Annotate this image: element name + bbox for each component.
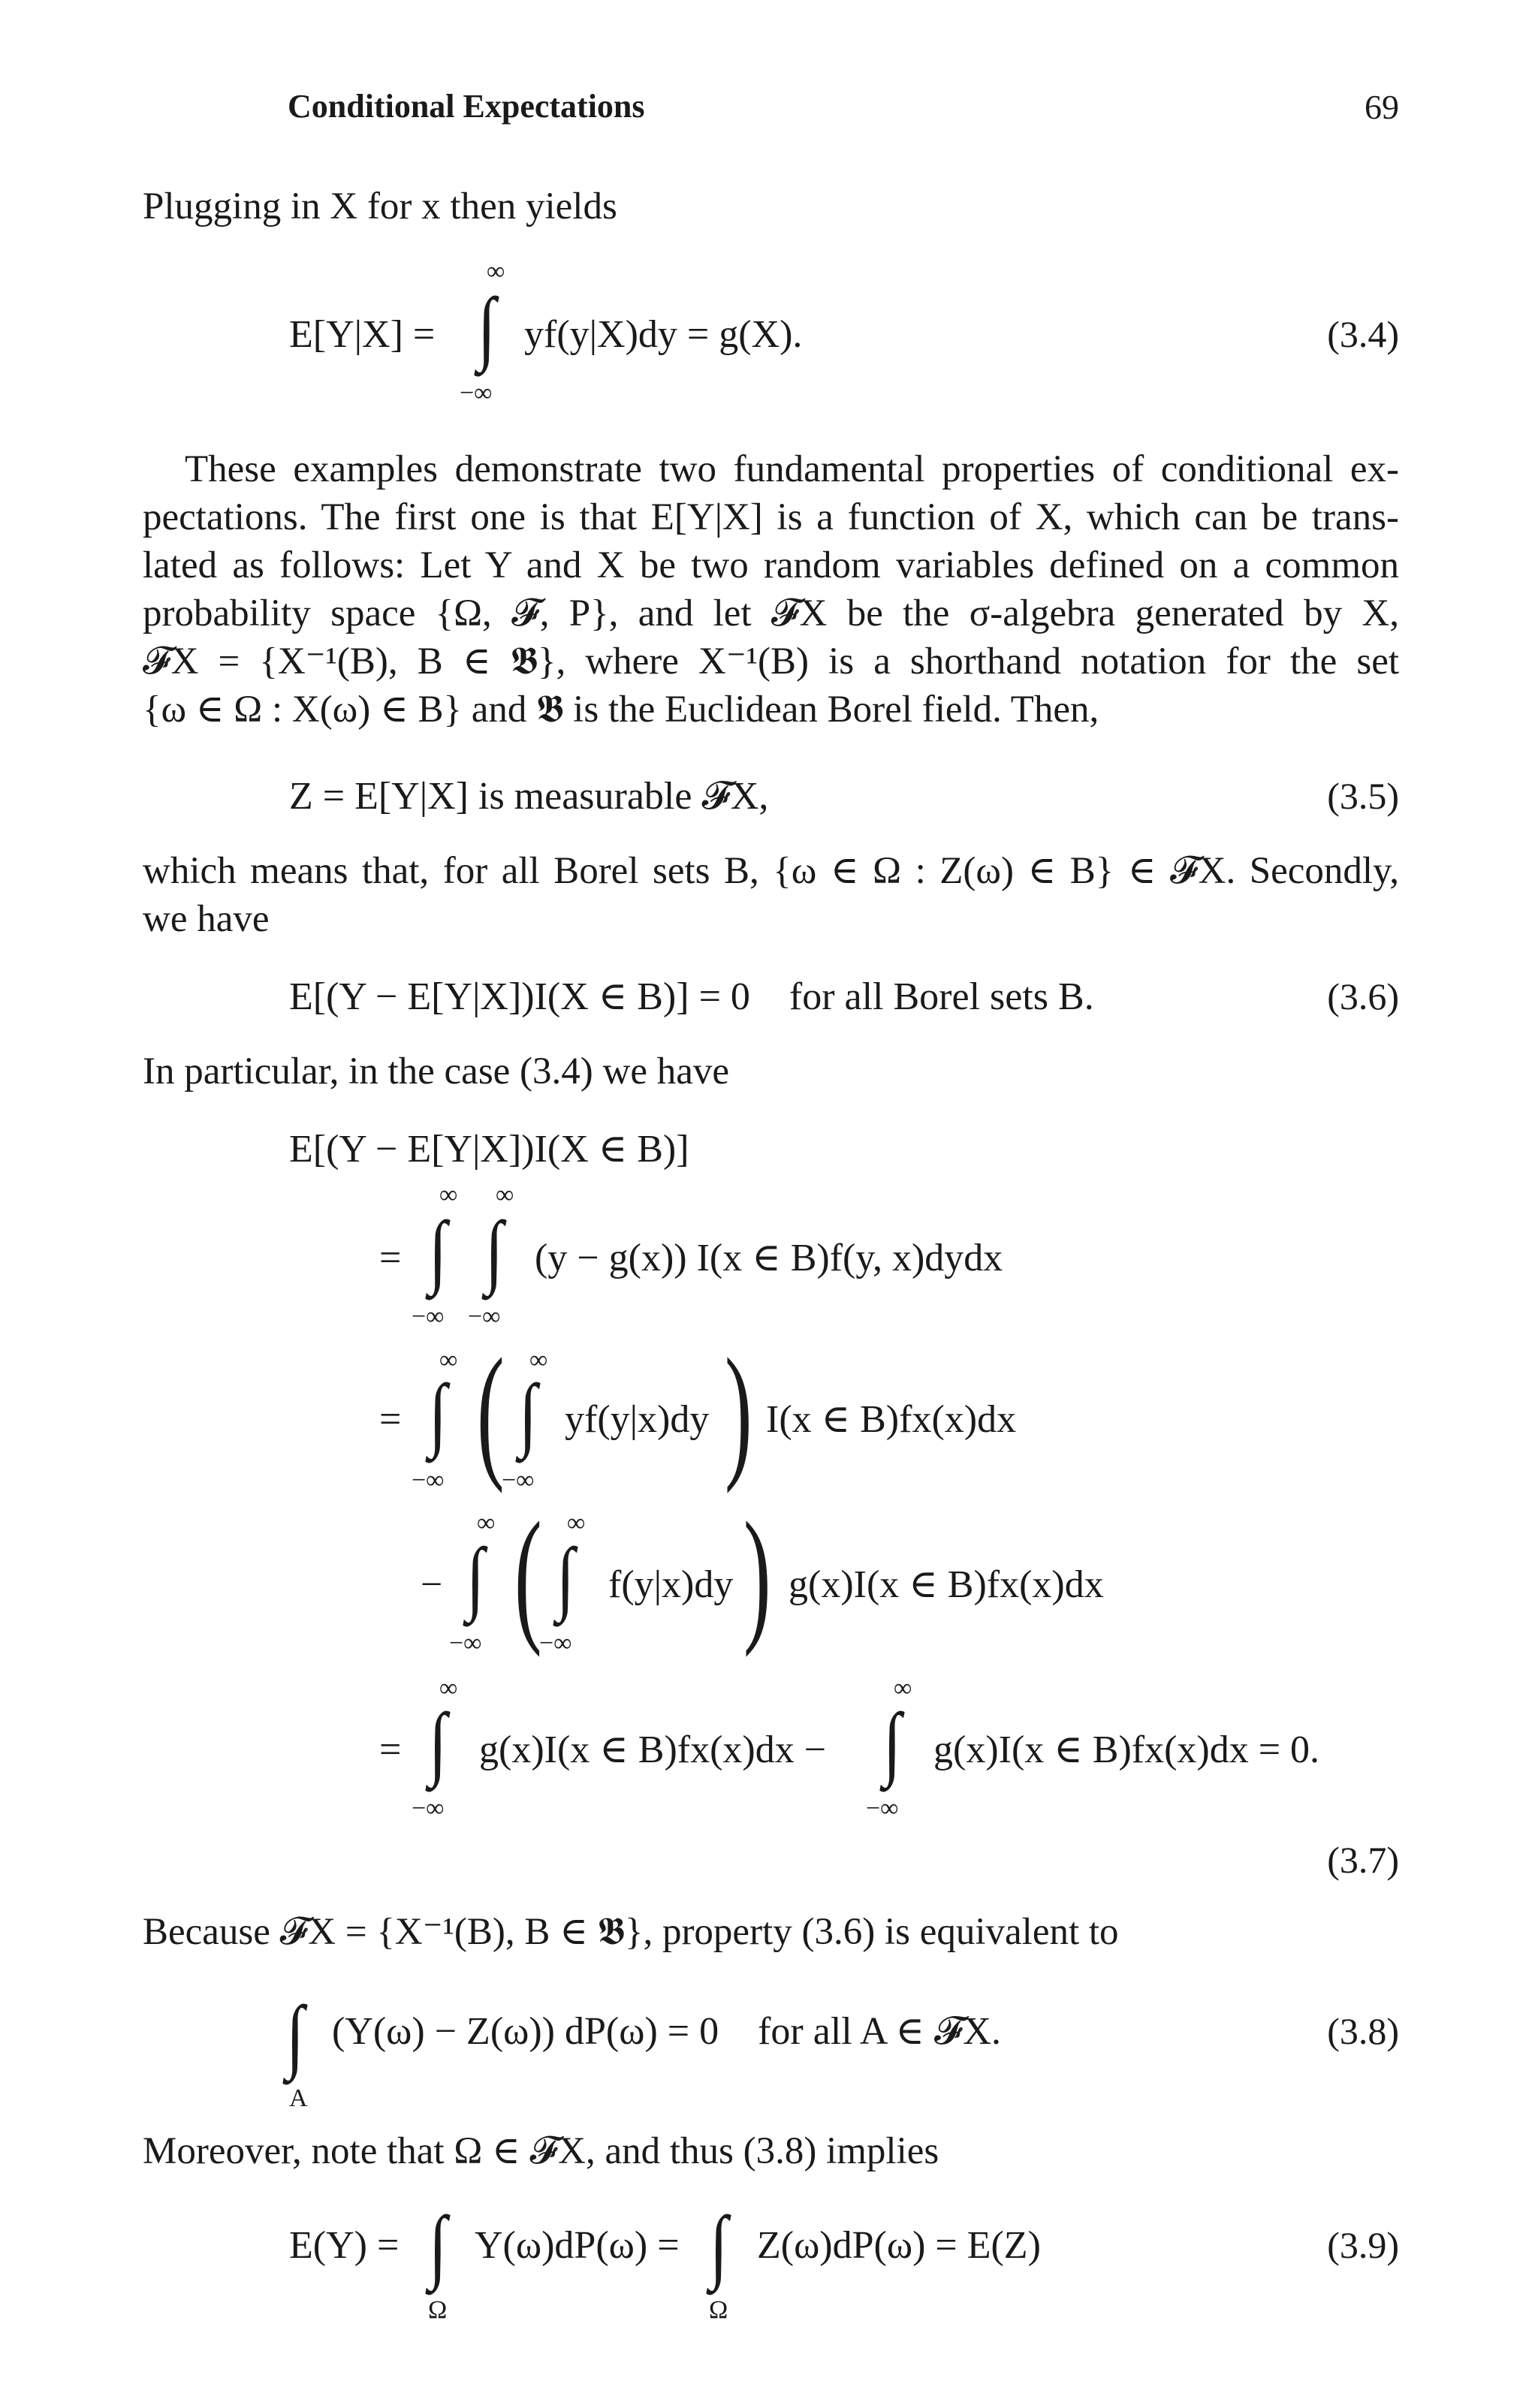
eq-3-9-lower-limit: Ω [709,2296,728,2324]
paragraph-measurable [143,852,1399,950]
eq-3-4-lower-limit: −∞ [460,379,493,407]
eq-3-4-rhs: yf(y|X)dy = g(X). [524,313,803,356]
left-paren: ( [514,1492,542,1658]
equation-3-6: E[(Y − E[Y|X])I(X ∈ B)] = 0 for all Borel sets B. [289,975,1094,1018]
page-number: 69 [1365,88,1399,126]
eq-3-7-number: (3.7) [1327,1839,1399,1881]
left-paren: ( [476,1328,505,1494]
equation-3-5: Z = E[Y|X] is measurable 𝓕X, [289,775,769,818]
integral-sign: ∫ [478,281,496,372]
upper-limit: ∞ [529,1346,548,1374]
integral-sign: ∫ [883,1696,902,1788]
integral-sign: ∫ [429,2199,448,2291]
eq-3-7-line-2-inner: yf(y|x)dy [565,1398,710,1441]
integral-sign: ∫ [429,1204,448,1296]
eq-3-4-upper-limit: ∞ [487,258,505,285]
eq-3-7-line-3-inner: f(y|x)dy [608,1563,734,1606]
integral-sign: ∫ [519,1367,538,1459]
paragraph-line: pectations. The first one is that E[Y|X] is a function of X, which can be trans- [143,496,1399,538]
eq-3-7-line-2-outer: I(x ∈ B)fx(x)dx [766,1398,1017,1441]
lower-limit: −∞ [412,1466,445,1494]
intro-line: Plugging in X for x then yields [143,185,617,228]
eq-3-5-number: (3.5) [1327,775,1399,817]
lower-limit: −∞ [468,1303,501,1331]
lower-limit: −∞ [449,1629,482,1657]
paragraph-particular: In particular, in the case (3.4) we have [143,1050,730,1092]
integral-sign: ∫ [466,1531,485,1623]
paragraph-line: These examples demonstrate two fundamental properties of conditional ex- [185,448,1399,490]
paragraph-line: lated as follows: Let Y and X be two random variables defined on a common [143,544,1399,586]
upper-limit: ∞ [496,1181,514,1209]
integral-sign: ∫ [429,1367,448,1459]
upper-limit: ∞ [567,1509,586,1537]
eq-3-4-lhs: E[Y|X] = [289,313,436,356]
upper-limit: ∞ [894,1674,912,1702]
upper-limit: ∞ [439,1674,458,1702]
eq-3-7-equals: = [379,1237,402,1279]
upper-limit: ∞ [439,1181,458,1209]
lower-limit: −∞ [539,1629,572,1657]
paragraph-line: probability space {Ω, 𝓕, P}, and let 𝓕X be the σ-algebra generated by X, [143,592,1399,634]
lower-limit: −∞ [412,1303,445,1331]
eq-3-7-line-3-outer: g(x)I(x ∈ B)fx(x)dx [789,1563,1104,1606]
eq-3-9-lower-limit: Ω [428,2296,448,2324]
lower-limit: −∞ [502,1466,535,1494]
lower-limit: −∞ [412,1795,445,1822]
eq-3-4-number: (3.4) [1327,313,1399,355]
eq-3-9-rhs: Z(ω)dP(ω) = E(Z) [757,2224,1041,2267]
integral-sign: ∫ [710,2199,728,2291]
paragraph-moreover: Moreover, note that Ω ∈ 𝓕X, and thus (3.8) implies [143,2130,939,2172]
paragraph-equivalent: Because 𝓕X = {X⁻¹(B), B ∈ 𝕭}, property (3.6) is equivalent to [143,1911,1119,1953]
eq-3-7-equals: = [379,1728,402,1771]
paragraph-line: 𝓕X = {X⁻¹(B), B ∈ 𝕭}, where X⁻¹(B) is a shorthand notation for the set [143,640,1399,683]
eq-3-8-lower-limit: A [289,2084,308,2112]
eq-3-8-number: (3.8) [1327,2010,1399,2052]
eq-3-7-line-4-b: g(x)I(x ∈ B)fx(x)dx = 0. [933,1728,1320,1771]
eq-3-7-equals: = [379,1398,402,1441]
integral-sign: ∫ [286,1989,305,2081]
eq-3-8-body: (Y(ω) − Z(ω)) dP(ω) = 0 for all A ∈ 𝓕X. [332,2010,1001,2053]
eq-3-7-line-0: E[(Y − E[Y|X])I(X ∈ B)] [289,1128,689,1171]
upper-limit: ∞ [477,1509,496,1537]
eq-3-7-line-4-a: g(x)I(x ∈ B)fx(x)dx − [479,1728,827,1771]
eq-3-6-number: (3.6) [1327,975,1399,1017]
right-paren: ) [743,1492,771,1658]
paragraph-line: {ω ∈ Ω : X(ω) ∈ B} and 𝕭 is the Euclidean Borel field. Then, [143,689,1099,731]
eq-3-7-line-1-body: (y − g(x)) I(x ∈ B)f(y, x)dydx [535,1237,1003,1279]
eq-3-7-minus: − [421,1563,443,1606]
integral-sign: ∫ [429,1696,448,1788]
paragraph-line: we have [143,898,270,940]
integral-sign: ∫ [485,1204,504,1296]
upper-limit: ∞ [439,1346,458,1374]
eq-3-9-mid: Y(ω)dP(ω) = [475,2224,680,2267]
paragraph-properties [143,448,1399,736]
paragraph-line: which means that, for all Borel sets B, {ω ∈ Ω : Z(ω) ∈ B} ∈ 𝓕X. Secondly, [143,850,1399,892]
lower-limit: −∞ [866,1795,899,1822]
eq-3-9-number: (3.9) [1327,2224,1399,2266]
eq-3-9-lhs: E(Y) = [289,2224,400,2267]
running-header-title: Conditional Expectations [288,88,645,125]
integral-sign: ∫ [556,1531,575,1623]
right-paren: ) [724,1328,752,1494]
